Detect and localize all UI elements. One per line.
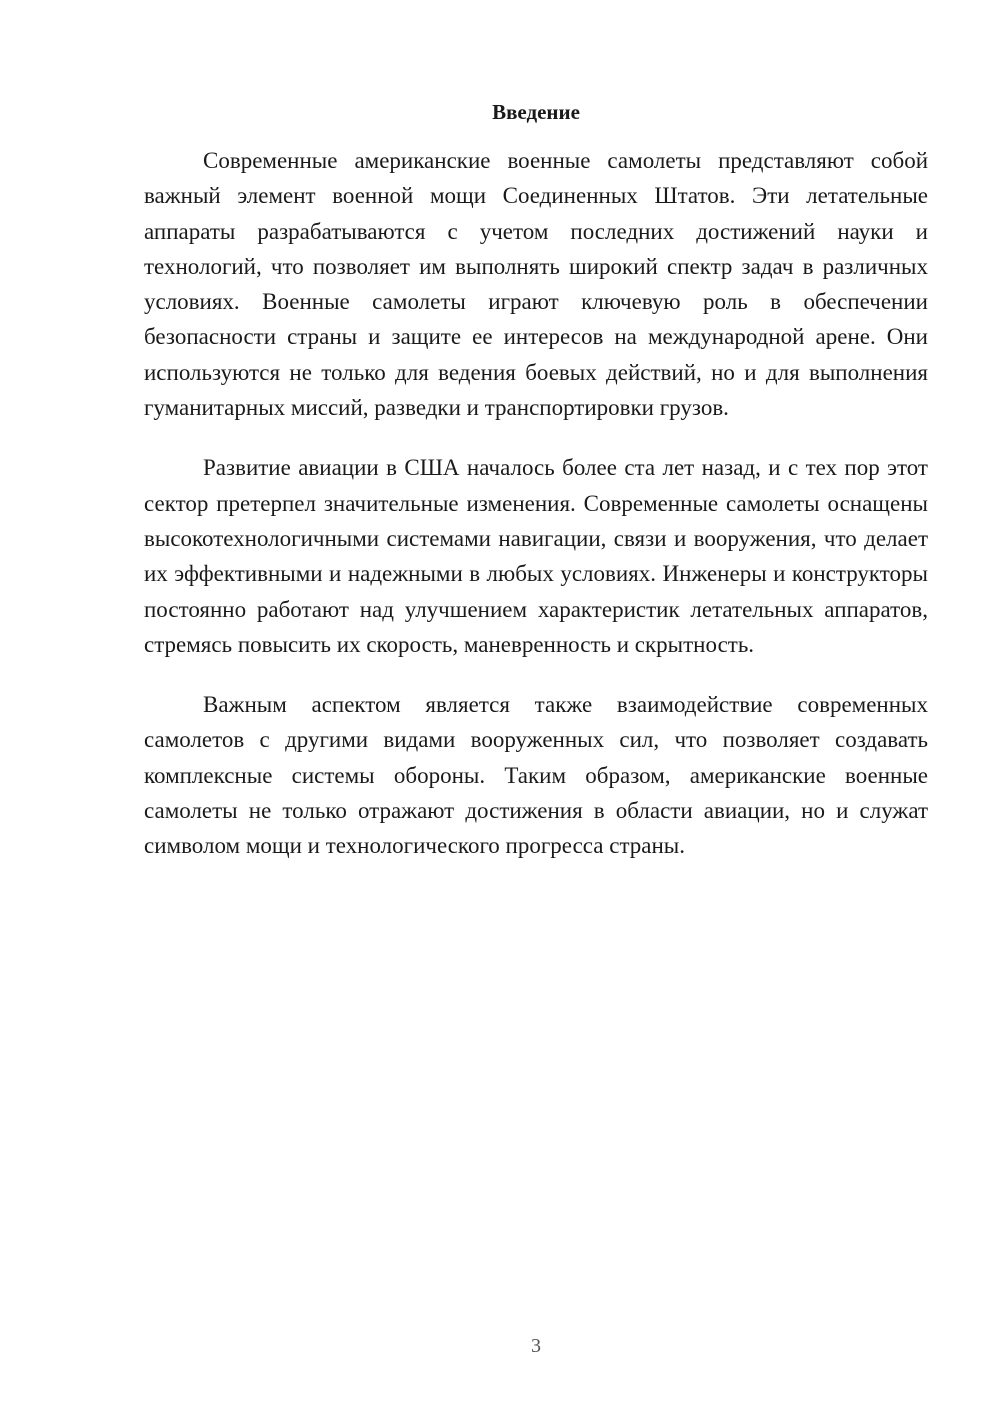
body-text: [144, 143, 928, 889]
page-number: 3: [531, 1335, 541, 1357]
section-title: Введение: [492, 100, 580, 124]
paragraph-1: Современные американские военные самолеты представляют собой важный элемент военной мощи Соединенных Штатов. Эти летательные аппараты разрабатываются с учетом последних достижений науки и технологий, что позволяет им выполнять широкий спектр задач в различных условиях. Военные самолеты играют ключевую роль в обеспечении безопасности страны и защите ее интересов на международной арене. Они используются не только для ведения боевых действий, но и для выполнения гуманитарных миссий, разведки и транспортировки грузов.: [144, 148, 928, 421]
paragraph-3: Важным аспектом является также взаимодействие современных самолетов с другими видами вооруженных сил, что позволяет создавать комплексные системы обороны. Таким образом, американские военные самолеты не только отражают достижения в области авиации, но и служат символом мощи и технологического прогресса страны.: [144, 692, 928, 859]
paragraph-2: Развитие авиации в США началось более ста лет назад, и с тех пор этот сектор претерпел значительные изменения. Современные самолеты оснащены высокотехнологичными системами навигации, связи и вооружения, что делает их эффективными и надежными в любых условиях. Инженеры и конструкторы постоянно работают над улучшением характеристик летательных аппаратов, стремясь повысить их скорость, маневренность и скрытность.: [144, 455, 928, 657]
